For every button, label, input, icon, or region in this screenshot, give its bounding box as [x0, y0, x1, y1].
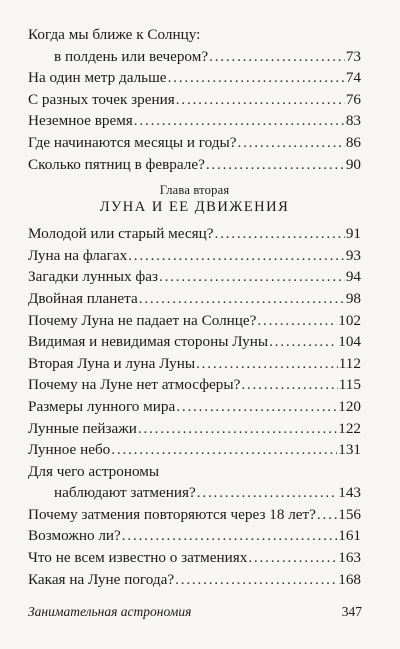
- chapter-label: Глава вторая: [159, 183, 230, 198]
- toc-entry-page: 94: [345, 268, 361, 286]
- toc-entry: [28, 24, 361, 46]
- toc-entry-title: Почему на Луне нет атмосферы?: [28, 376, 241, 394]
- toc-entry-page: 163: [338, 549, 361, 567]
- toc-leader-dots: [122, 525, 337, 547]
- toc-entry-title: Почему затмения повторяются через 18 лет?: [28, 505, 316, 523]
- toc-entry: [28, 525, 361, 547]
- toc-entry-title: Размеры лунного мира: [28, 397, 176, 415]
- toc-entry: [28, 67, 361, 89]
- chapter-title: ЛУНА И ЕЕ ДВИЖЕНИЯ: [99, 199, 290, 216]
- toc-entry-page: 102: [338, 311, 361, 329]
- toc-entry-page: 143: [338, 484, 361, 502]
- toc-entry-title: Когда мы ближе к Солнцу:: [28, 26, 201, 43]
- toc-leader-dots: [241, 374, 337, 396]
- toc-entry-page: 120: [338, 397, 361, 415]
- table-of-contents: [28, 24, 361, 590]
- toc-entry-page: 76: [345, 90, 361, 108]
- toc-entry-page: 91: [345, 225, 361, 243]
- toc-entry-title: Лунные пейзажи: [28, 419, 137, 437]
- toc-section-one: [28, 24, 361, 175]
- toc-entry: [28, 132, 361, 154]
- toc-entry: [28, 482, 361, 504]
- toc-entry-title: Для чего астрономы: [28, 462, 160, 480]
- toc-entry-page: 83: [345, 112, 361, 130]
- toc-entry-title: Вторая Луна и луна Луны: [28, 354, 196, 372]
- toc-entry-page: 74: [345, 69, 361, 87]
- running-title: Занимательная астрономия: [28, 604, 192, 619]
- toc-entry: [28, 504, 361, 526]
- toc-leader-dots: [257, 310, 337, 332]
- toc-leader-dots: [206, 154, 345, 176]
- toc-entry-title: Загадки лунных фаз: [28, 268, 158, 286]
- toc-entry-title: наблюдают затмения?: [54, 484, 196, 502]
- page-number: 347: [341, 604, 362, 619]
- toc-entry-title: Видимая и невидимая стороны Луны: [28, 333, 269, 351]
- toc-entry: [28, 418, 361, 440]
- toc-entry-page: 86: [345, 133, 361, 151]
- toc-entry: [28, 310, 361, 332]
- toc-entry-title: Почему Луна не падает на Солнце?: [28, 311, 257, 329]
- toc-entry: [28, 288, 361, 310]
- toc-leader-dots: [176, 89, 345, 111]
- toc-entry: [28, 374, 361, 396]
- toc-entry-page: 161: [338, 527, 361, 545]
- toc-leader-dots: [111, 439, 337, 461]
- toc-entry-title: На один метр дальше: [28, 69, 167, 87]
- toc-entry: [28, 569, 361, 591]
- toc-entry-title: Что не всем известно о затмениях: [28, 549, 248, 567]
- toc-leader-dots: [139, 288, 345, 310]
- toc-entry-title: Молодой или старый месяц?: [28, 225, 214, 243]
- toc-entry: [28, 547, 361, 569]
- toc-entry-page: 98: [345, 289, 361, 307]
- toc-entry-title: Лунное небо: [28, 441, 111, 459]
- toc-entry: [28, 461, 361, 483]
- toc-entry-page: 90: [345, 155, 361, 173]
- toc-entry-title: С разных точек зрения: [28, 90, 175, 108]
- toc-entry: [28, 245, 361, 267]
- toc-entry-page: 131: [338, 441, 361, 459]
- toc-entry-title: в полдень или вечером?: [54, 47, 209, 65]
- toc-entry-page: 156: [338, 505, 361, 523]
- toc-leader-dots: [269, 331, 337, 353]
- toc-leader-dots: [168, 67, 345, 89]
- toc-leader-dots: [128, 245, 345, 267]
- toc-entry: [28, 439, 361, 461]
- toc-entry-title: Какая на Луне погода?: [28, 570, 175, 588]
- toc-leader-dots: [138, 418, 337, 440]
- toc-entry-page: 115: [338, 376, 361, 394]
- toc-leader-dots: [197, 482, 337, 504]
- toc-leader-dots: [317, 504, 337, 526]
- toc-entry: [28, 154, 361, 176]
- toc-entry: [28, 46, 361, 68]
- toc-leader-dots: [209, 46, 345, 68]
- toc-leader-dots: [237, 132, 344, 154]
- toc-leader-dots: [175, 569, 337, 591]
- toc-entry-title: Луна на флагах: [28, 246, 128, 264]
- toc-entry-title: Двойная планета: [28, 289, 138, 307]
- toc-leader-dots: [196, 353, 338, 375]
- toc-leader-dots: [176, 396, 337, 418]
- toc-entry: [28, 89, 361, 111]
- toc-entry: [28, 331, 361, 353]
- toc-entry: [28, 353, 361, 375]
- toc-entry-page: 73: [345, 47, 361, 65]
- toc-entry-page: 104: [338, 333, 361, 351]
- toc-entry-title: Возможно ли?: [28, 527, 121, 545]
- toc-entry: [28, 396, 361, 418]
- toc-entry-page: 112: [338, 354, 361, 372]
- toc-leader-dots: [214, 223, 344, 245]
- toc-entry-title: Где начинаются месяцы и годы?: [28, 133, 237, 151]
- toc-entry-page: 93: [345, 246, 361, 264]
- toc-entry: [28, 223, 361, 245]
- toc-section-two: [28, 223, 361, 590]
- page-footer: [28, 604, 362, 620]
- toc-entry: [28, 266, 361, 288]
- toc-entry-title: Неземное время: [28, 112, 133, 130]
- toc-leader-dots: [134, 110, 345, 132]
- toc-entry-page: 122: [338, 419, 361, 437]
- toc-entry-page: 168: [338, 570, 361, 588]
- toc-leader-dots: [248, 547, 337, 569]
- toc-leader-dots: [159, 266, 345, 288]
- toc-entry-title: Сколько пятниц в феврале?: [28, 155, 205, 173]
- toc-entry: [28, 110, 361, 132]
